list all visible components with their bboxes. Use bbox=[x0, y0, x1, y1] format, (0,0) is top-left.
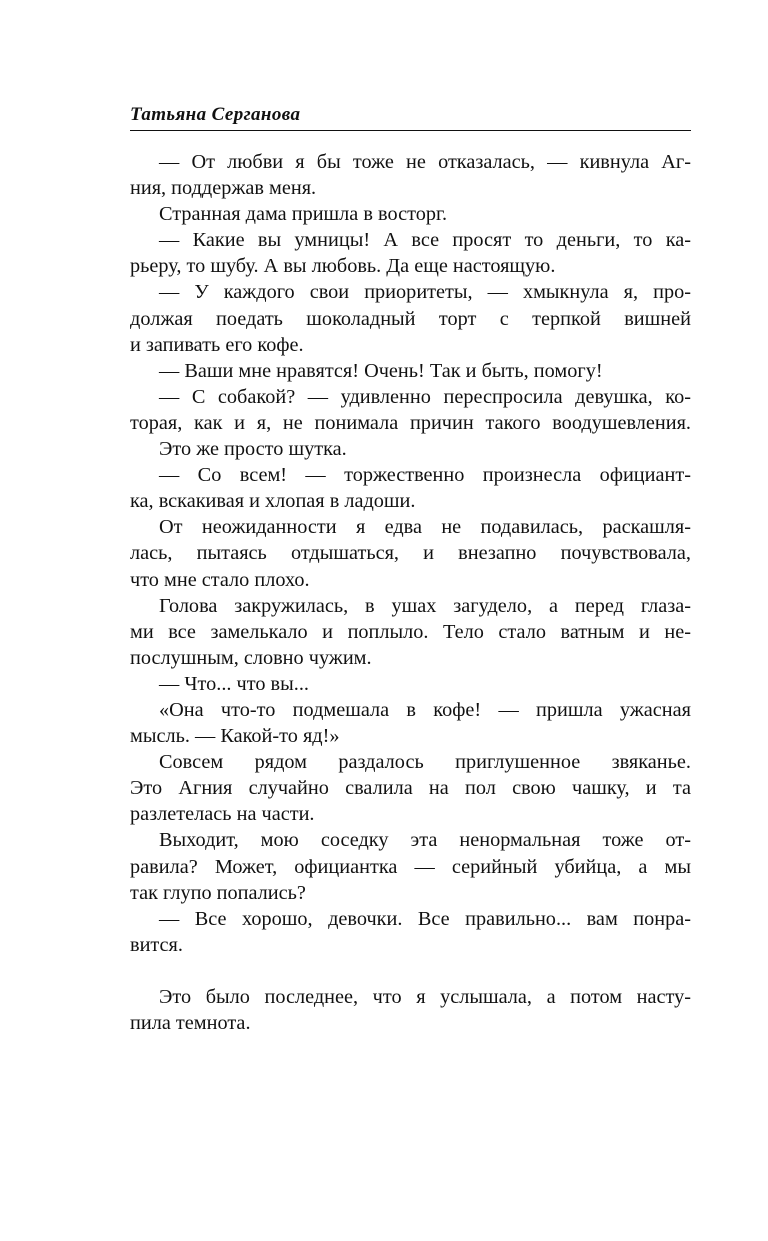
text-line: — С собакой? — удивленно переспросила девушка, ко- bbox=[159, 385, 691, 408]
text-line: послушным, словно чужим. bbox=[130, 646, 372, 669]
text-line: — От любви я бы тоже не отказалась, — кивнула Аг- bbox=[159, 151, 691, 173]
text-line: Это же просто шутка. bbox=[159, 438, 347, 461]
text-line: — Ваши мне нравятся! Очень! Так и быть, помогу! bbox=[159, 359, 603, 382]
text-line: равила? Может, официантка — серийный убийца, а мы bbox=[130, 855, 691, 878]
running-header bbox=[130, 104, 691, 131]
text-line: рьеру, то шубу. А вы любовь. Да еще настоящую. bbox=[130, 255, 556, 278]
text-line: Голова закружилась, в ушах загудело, а перед глаза- bbox=[159, 594, 691, 617]
text-line: и запивать его кофе. bbox=[130, 333, 304, 356]
text-line: Странная дама пришла в восторг. bbox=[159, 203, 448, 226]
text-line: — Что... что вы... bbox=[159, 672, 309, 695]
text-line: торая, как и я, не понимала причин такого воодушевления. bbox=[130, 411, 691, 434]
text-line: вится. bbox=[130, 933, 183, 956]
text-line: — У каждого свои приоритеты, — хмыкнула я, про- bbox=[159, 281, 691, 304]
header-author: Татьяна Серганова bbox=[130, 104, 301, 125]
text-line: — Какие вы умницы! А все просят то деньги, то ка- bbox=[159, 229, 691, 252]
text-line: так глупо попались? bbox=[130, 881, 306, 904]
text-line: Это Агния случайно свалила на пол свою чашку, и та bbox=[130, 777, 691, 800]
text-line: разлетелась на части. bbox=[130, 803, 315, 826]
text-line: Совсем рядом раздалось приглушенное звяканье. bbox=[159, 751, 691, 774]
text-line: ка, вскакивая и хлопая в ладоши. bbox=[130, 490, 416, 513]
text-line: От неожиданности я едва не подавилась, раскашля- bbox=[159, 516, 691, 539]
text-line: должая поедать шоколадный торт с терпкой вишней bbox=[130, 307, 691, 330]
text-line: ми все замелькало и поплыло. Тело стало ватным и не- bbox=[130, 620, 691, 643]
text-line: — Все хорошо, девочки. Все правильно... вам понра- bbox=[159, 907, 691, 930]
page-body-text bbox=[130, 149, 691, 1036]
text-line: Выходит, мою соседку эта ненормальная тоже от- bbox=[159, 829, 691, 852]
text-line: что мне стало плохо. bbox=[130, 568, 310, 591]
text-line: лась, пытаясь отдышаться, и внезапно почувствовала, bbox=[130, 542, 691, 565]
text-line: Это было последнее, что я услышала, а потом насту- bbox=[159, 986, 691, 1008]
text-line: ния, поддержав меня. bbox=[130, 177, 317, 200]
text-line: мысль. — Какой-то яд!» bbox=[130, 725, 340, 748]
text-line: «Она что-то подмешала в кофе! — пришла ужасная bbox=[159, 698, 691, 721]
text-line: — Со всем! — торжественно произнесла официант- bbox=[159, 464, 691, 487]
text-line: пила темнота. bbox=[130, 1012, 251, 1035]
header-rule bbox=[130, 130, 691, 131]
paragraph-gap bbox=[130, 958, 691, 984]
